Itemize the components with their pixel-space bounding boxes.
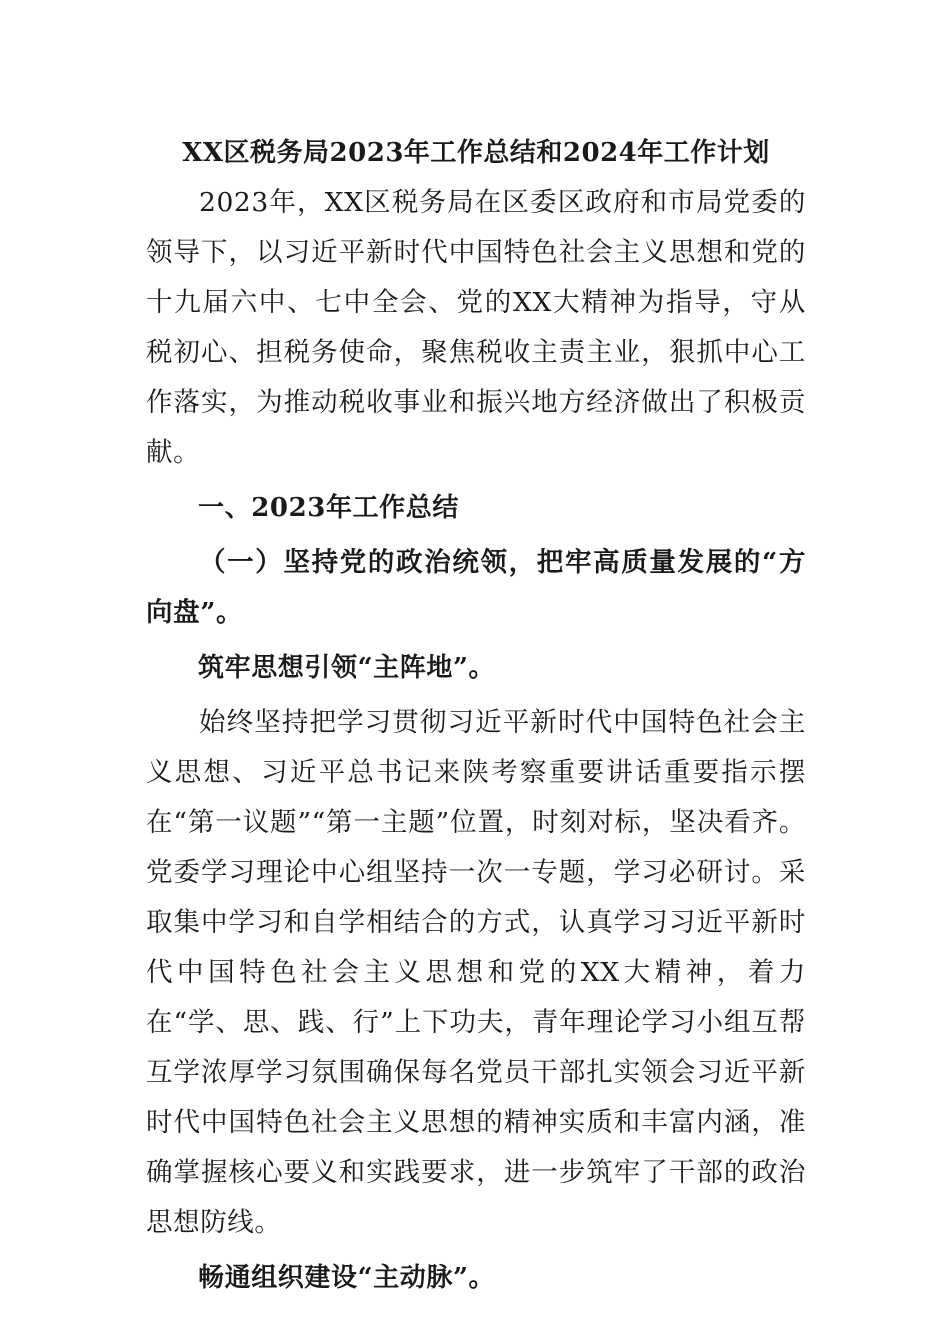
document-title: XX区税务局2023年工作总结和2024年工作计划 [182, 138, 770, 168]
section-heading-1: 一、2023年工作总结 [198, 493, 459, 523]
point-heading-2: 畅通组织建设“主动脉”。 [198, 1263, 496, 1293]
point-body-1: 始终坚持把学习贯彻习近平新时代中国特色社会主义思想、习近平总书记来陕考察重要讲话重要指示摆在“第一议题”“第一主题”位置，时刻对标，坚决看齐。党委学习理论中心组坚持一次一专题，学习必研讨。采取集中学习和自学相结合的方式，认真学习习近平新时代中国特色社会主义思想和党的XX大精神，着力在“学、思、践、行”上下功夫，青年理论学习小组互帮互学浓厚学习氛围确保每名党员干部扎实领会习近平新时代中国特色社会主义思想的精神实质和丰富内涵，准确掌握核心要义和实践要求，进一步筑牢了干部的政治思想防线。 [146, 707, 806, 1238]
intro-paragraph: 2023年，XX区税务局在区委区政府和市局党委的领导下，以习近平新时代中国特色社会主义思想和党的十九届六中、七中全会、党的XX大精神为指导，守从税初心、担税务使命，聚焦税收主责主业，狠抓中心工作落实，为推动税收事业和振兴地方经济做出了积极贡献。 [146, 187, 806, 468]
point-heading-1: 筑牢思想引领“主阵地”。 [198, 653, 496, 683]
subsection-heading-1: （一）坚持党的政治统领，把牢高质量发展的“方向盘”。 [146, 547, 806, 628]
document-body [146, 128, 806, 1303]
